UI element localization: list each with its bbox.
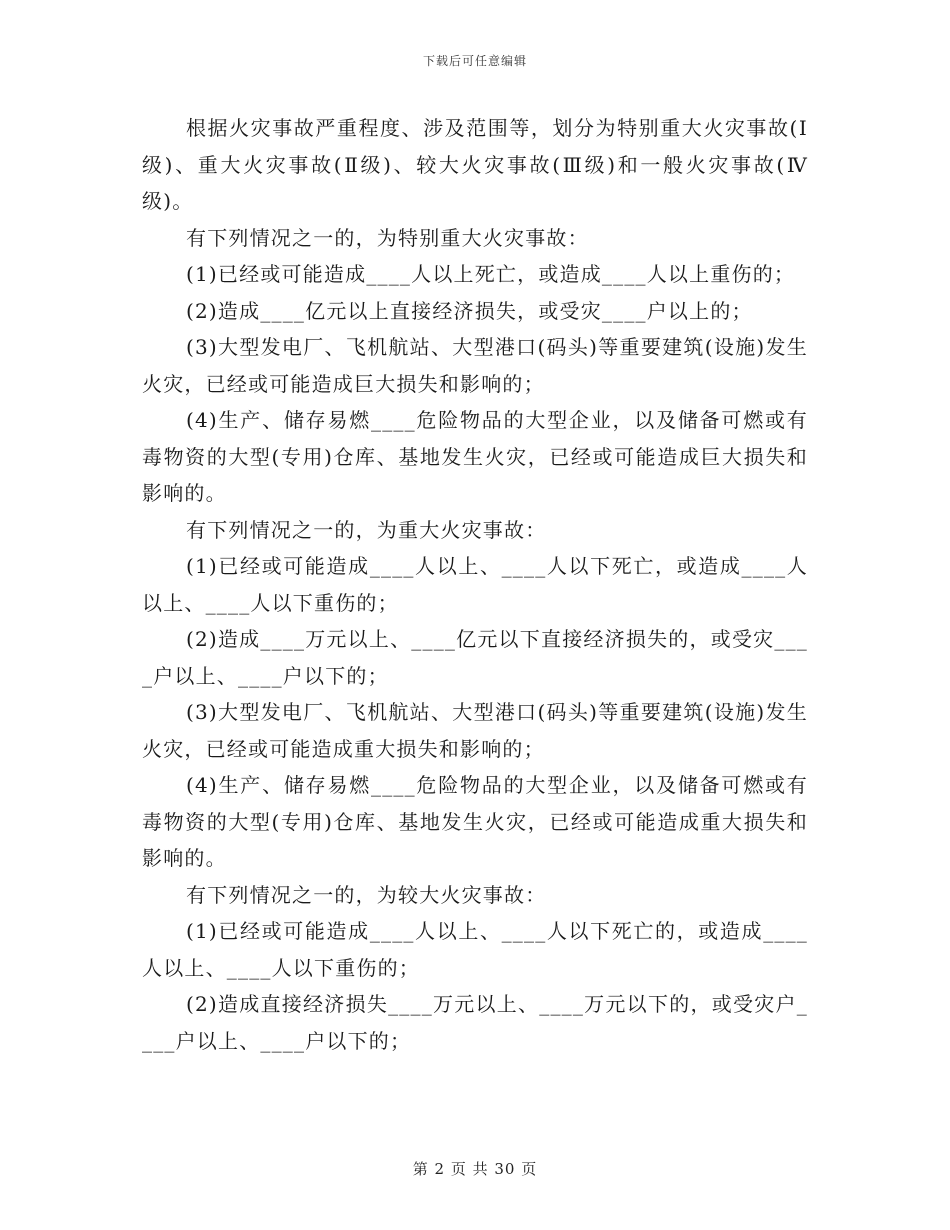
- section-heading-major: 有下列情况之一的，为重大火灾事故：: [186, 517, 547, 542]
- list-item: (3)大型发电厂、飞机航站、大型港口(码头)等重要建筑(设施)发生火灾，已经或可能造成重大损失和影响的；: [142, 700, 808, 761]
- list-item: (3)大型发电厂、飞机航站、大型港口(码头)等重要建筑(设施)发生火灾，已经或可能造成巨大损失和影响的；: [142, 335, 808, 396]
- list-item: (2)造成____亿元以上直接经济损失，或受灾____户以上的；: [186, 298, 753, 323]
- list-item: (1)已经或可能造成____人以上、____人以下死亡的，或造成____人以上、____人以下重伤的；: [142, 919, 808, 980]
- section-heading-especially-major: 有下列情况之一的，为特别重大火灾事故：: [186, 225, 589, 250]
- document-body: [142, 110, 808, 1059]
- list-item: (4)生产、储存易燃____危险物品的大型企业，以及储备可燃或有毒物资的大型(专用)仓库、基地发生火灾，已经或可能造成巨大损失和影响的。: [142, 408, 808, 505]
- list-item: (4)生产、储存易燃____危险物品的大型企业，以及储备可燃或有毒物资的大型(专用)仓库、基地发生火灾，已经或可能造成重大损失和影响的。: [142, 773, 808, 870]
- list-item: (2)造成____万元以上、____亿元以下直接经济损失的，或受灾____户以上、____户以下的；: [142, 627, 808, 688]
- page-number-footer: 第 2 页 共 30 页: [412, 1160, 538, 1178]
- list-item: (1)已经或可能造成____人以上、____人以下死亡，或造成____人以上、____人以下重伤的；: [142, 554, 808, 615]
- page-header: 下载后可任意编辑: [422, 54, 527, 68]
- intro-paragraph: 根据火灾事故严重程度、涉及范围等，划分为特别重大火灾事故(Ⅰ级)、重大火灾事故(Ⅱ级)、较大火灾事故(Ⅲ级)和一般火灾事故(Ⅳ级)。: [142, 116, 808, 213]
- section-heading-larger: 有下列情况之一的，为较大火灾事故：: [186, 882, 547, 907]
- list-item: (2)造成直接经济损失____万元以上、____万元以下的，或受灾户____户以上、____户以下的；: [142, 992, 808, 1053]
- list-item: (1)已经或可能造成____人以上死亡，或造成____人以上重伤的；: [186, 262, 796, 286]
